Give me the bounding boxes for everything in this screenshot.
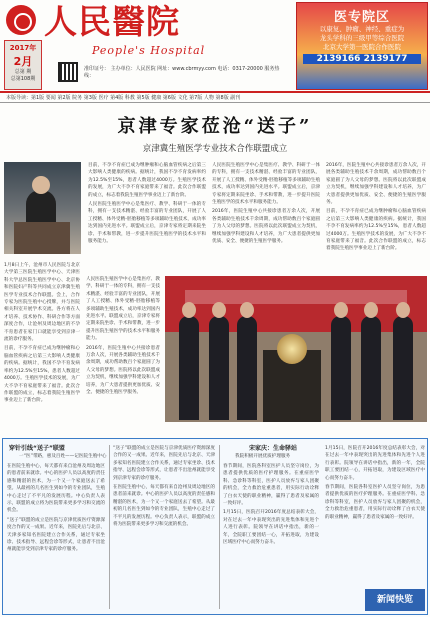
bottom-right-title: 宋家庆：生命驿站 bbox=[249, 445, 298, 452]
ceremony-person-head bbox=[396, 302, 410, 318]
article-paragraph: 目前，不孕不育症已成为继肿瘤和心脑血管疾病之后第三大影响人类健康的疾病。据统计，我国不孕不育发病率约为12.5%至15%，患者人数超过4000万。生殖医学技术的发展，为广大不孕不育家庭带来了福音。此次合作联盟的成立，标志着我院生殖医学事业迈上了新台阶。 bbox=[88, 163, 206, 198]
ad-phone: 2139166 2139177 bbox=[303, 54, 421, 64]
article-column bbox=[88, 162, 206, 270]
ad-line: 龙头学科的三级甲等综合医院 bbox=[319, 34, 405, 42]
ceremony-person bbox=[237, 316, 257, 420]
article-column bbox=[223, 463, 319, 611]
article-paragraph: 在医院生殖中心，每天都有来自沧州及周边地区的患者前来就诊。中心的医护人员以高度的责任感和精湛的医术，为一个又一个家庭送去了希望。从最初的几名医生到如今的专业团队，生殖中心走过了不平凡的发展历程。中心负责人表示，联盟的成立将为医院带来更多学习和交流的机会。 bbox=[7, 464, 105, 514]
column-divider bbox=[109, 445, 110, 609]
article-paragraph: 2016年，医院生殖中心共接诊患者万余人次，开展各类辅助生殖技术千余周期，成功帮助数百个家庭圆了为人父母的梦想。医院将以此次联盟成立为契机，继续加强学科建设和人才培养，为广大患者提供更加优质、安全、便捷的生殖医学服务。 bbox=[212, 209, 320, 245]
article-paragraph: 1月15日，医院召开2016年度总结表彰大会，对在过去一年中表现突出的先进集体和先进个人进行表彰。院领导在讲话中指出，新的一年，全院职工要团结一心，开拓进取，为建设区域医疗中心而努力奋斗。 bbox=[223, 510, 319, 546]
ceremony-person-head bbox=[334, 302, 348, 318]
article-paragraph: 人民医院生殖医学中心是集医疗、教学、科研于一体的专科，拥有一支技术精湛、经验丰富的专业团队，开展了人工授精、体外受精-胚胎移植等多项辅助生殖技术，成功率达到国内先进水平。联盟成立后，京津专家将定期来院坐诊、手术和带教，进一步提升医院生殖医学的技术水平和服务能力。 bbox=[86, 277, 160, 342]
article-paragraph: 2016年，医院生殖中心共接诊患者万余人次，开展各类辅助生殖技术千余周期，成功帮助数百个家庭圆了为人父母的梦想。医院将以此次联盟成立为契机，继续加强学科建设和人才培养，为广大患者提供更加优质、安全、便捷的生殖医学服务。 bbox=[86, 345, 160, 396]
article-paragraph: 1月15日，医院召开2016年度总结表彰大会，对在过去一年中表现突出的先进集体和先进个人进行表彰。院领导在讲话中指出，新的一年，全院职工要团结一心，开拓进取，为建设区域医疗中心而努力奋斗。 bbox=[325, 446, 425, 481]
ceremony-person-head bbox=[182, 302, 196, 318]
ceremony-person bbox=[179, 316, 199, 420]
issue-number: 总第 期 bbox=[14, 69, 32, 75]
hospital-ad-banner bbox=[296, 2, 428, 90]
ceremony-photo bbox=[165, 276, 427, 422]
ad-line: 以康复、肿瘤、神经、重症为 bbox=[319, 25, 405, 33]
hospital-logo-icon bbox=[6, 5, 36, 35]
bottom-news-box bbox=[2, 438, 428, 615]
ceremony-person bbox=[331, 316, 351, 420]
speaker-head bbox=[32, 176, 50, 194]
article-column bbox=[212, 162, 320, 270]
newspaper-title: 人民醫院 bbox=[44, 2, 180, 41]
issue-box bbox=[4, 40, 42, 90]
main-subheadline: 京津冀生殖医学专业技术合作联盟成立 bbox=[142, 144, 288, 154]
news-brief-label: 新闻快览 bbox=[365, 589, 425, 611]
article-paragraph: 1月8日上午，沧州市人民医院与北京大学第三医院生殖医学中心、天津医科大学总医院生殖医学中心、北京协和医院妇产科等共同成立京津冀生殖医学专业技术合作联盟。会上，合作专家为医院生殖中心授牌，并与医院相关科室开展学术交流。各方将在人才培养、技术协作、科研合作等方面深度合作，让沧州及周边地区的不孕不育患者在家门口就能享受到京津一流的诊疗服务。 bbox=[4, 263, 80, 343]
issue-month: 2月 bbox=[13, 55, 33, 68]
ceremony-person-head bbox=[240, 302, 254, 318]
ceremony-person-head bbox=[212, 302, 226, 318]
bottom-left-subtitle: 一“医”带路，惠及百姓——记医院生殖中心 bbox=[19, 454, 107, 459]
main-headline: 京津专家莅沧“送子” bbox=[117, 116, 313, 137]
ceremony-globe bbox=[277, 334, 307, 364]
speaker-photo bbox=[4, 162, 81, 254]
issue-year: 2017年 bbox=[9, 44, 37, 52]
article-paragraph: 春节期间，医院各科室医护人员坚守岗位，为患者提供优质的医疗护理服务。在重症医学科、急诊科等科室，医护人员放弃与家人团聚的机会，全力救治危重患者，用实际行动诠释了白衣天使的职业精神，赢得了患者及家属的一致好评。 bbox=[325, 485, 425, 520]
article-column bbox=[325, 445, 425, 585]
article-paragraph: 在医院生殖中心，每天都有来自沧州及周边地区的患者前来就诊。中心的医护人员以高度的责任感和精湛的医术，为一个又一个家庭送去了希望。从最初的几名医生到如今的专业团队，生殖中心走过了不平凡的发展历程。中心负责人表示，联盟的成立将为医院带来更多学习和交流的机会。 bbox=[113, 485, 215, 528]
ceremony-person-head bbox=[364, 302, 378, 318]
stage-backdrop bbox=[165, 276, 427, 332]
column-divider bbox=[219, 445, 220, 609]
article-paragraph: “送子”联盟的成立是医院与京津优质医疗资源深度合作的又一成果。近年来，医院先后与北京、天津多家知名医院建立合作关系，通过专家坐诊、技术指导、远程会诊等形式，让患者不出沧州就能享受到京津专家的诊疗服务。 bbox=[7, 517, 105, 553]
bottom-right-subtitle: 我院积极开展优质护理服务 bbox=[235, 454, 291, 459]
article-paragraph: 人民医院生殖医学中心是集医疗、教学、科研于一体的专科，拥有一支技术精湛、经验丰富的专业团队，开展了人工授精、体外受精-胚胎移植等多项辅助生殖技术，成功率达到国内先进水平。联盟成立后，京津专家将定期来院坐诊、手术和带教，进一步提升医院生殖医学的技术水平和服务能力。 bbox=[212, 163, 320, 206]
ad-title: 医专院区 bbox=[333, 10, 390, 25]
article-paragraph: 人民医院生殖医学中心是集医疗、教学、科研于一体的专科，拥有一支技术精湛、经验丰富的专业团队，开展了人工授精、体外受精-胚胎移植等多项辅助生殖技术，成功率达到国内先进水平。联盟成立后，京津专家将定期来院坐诊、手术和带教，进一步提升医院生殖医学的技术水平和服务能力。 bbox=[88, 202, 206, 245]
ceremony-person bbox=[393, 316, 413, 420]
article-paragraph: 目前，不孕不育症已成为继肿瘤和心脑血管疾病之后第三大影响人类健康的疾病。据统计，我国不孕不育发病率约为12.5%至15%，患者人数超过4000万。生殖医学技术的发展，为广大不孕不育家庭带来了福音。此次合作联盟的成立，标志着我院生殖医学事业迈上了新台阶。 bbox=[4, 346, 80, 404]
qr-code-icon bbox=[58, 62, 78, 82]
article-paragraph: “送子”联盟的成立是医院与京津优质医疗资源深度合作的又一成果。近年来，医院先后与北京、天津多家知名医院建立合作关系，通过专家坐诊、技术指导、远程会诊等形式，让患者不出沧州就能享受到京津专家的诊疗服务。 bbox=[113, 446, 215, 481]
podium bbox=[14, 222, 70, 254]
newspaper-title-en: People's Hospital bbox=[92, 44, 206, 57]
article-paragraph: 目前，不孕不育症已成为继肿瘤和心脑血管疾病之后第三大影响人类健康的疾病。据统计，我国不孕不育发病率约为12.5%至15%，患者人数超过4000万。生殖医学技术的发展，为广大不孕不育家庭带来了福音。此次合作联盟的成立，标志着我院生殖医学事业迈上了新台阶。 bbox=[326, 209, 426, 252]
article-column bbox=[4, 262, 80, 432]
article-paragraph: 春节期间，医院各科室医护人员坚守岗位，为患者提供优质的医疗护理服务。在重症医学科、急诊科等科室，医护人员放弃与家人团聚的机会，全力救治危重患者，用实际行动诠释了白衣天使的职业精神，赢得了患者及家属的一致好评。 bbox=[223, 464, 319, 507]
article-column bbox=[86, 276, 160, 432]
publication-meta: 准印证号： 主办单位：人民医院 网址：www.cbrmyy.com 电话：0317-20000 服务热线： bbox=[84, 66, 280, 79]
ad-line: 北京大学第一医院合作医院 bbox=[323, 43, 401, 51]
ceremony-person bbox=[361, 316, 381, 420]
page-guide: 本版导读：第1版 要闻 第2版 院务 第3版 医疗 第4版 科教 第5版 健康 第6版 文化 第7版 人物 第8版 副刊 bbox=[0, 93, 430, 103]
article-column bbox=[7, 463, 105, 611]
article-column bbox=[326, 162, 426, 270]
bottom-left-title: 穿针引线“送子”联盟 bbox=[9, 445, 65, 452]
article-paragraph: 2016年，医院生殖中心共接诊患者万余人次，开展各类辅助生殖技术千余周期，成功帮助数百个家庭圆了为人父母的梦想。医院将以此次联盟成立为契机，继续加强学科建设和人才培养，为广大患者提供更加优质、安全、便捷的生殖医学服务。 bbox=[326, 163, 426, 206]
article-column bbox=[113, 445, 215, 611]
issue-total: 总第108期 bbox=[10, 76, 36, 82]
masthead bbox=[0, 0, 430, 92]
ceremony-person bbox=[209, 316, 229, 420]
